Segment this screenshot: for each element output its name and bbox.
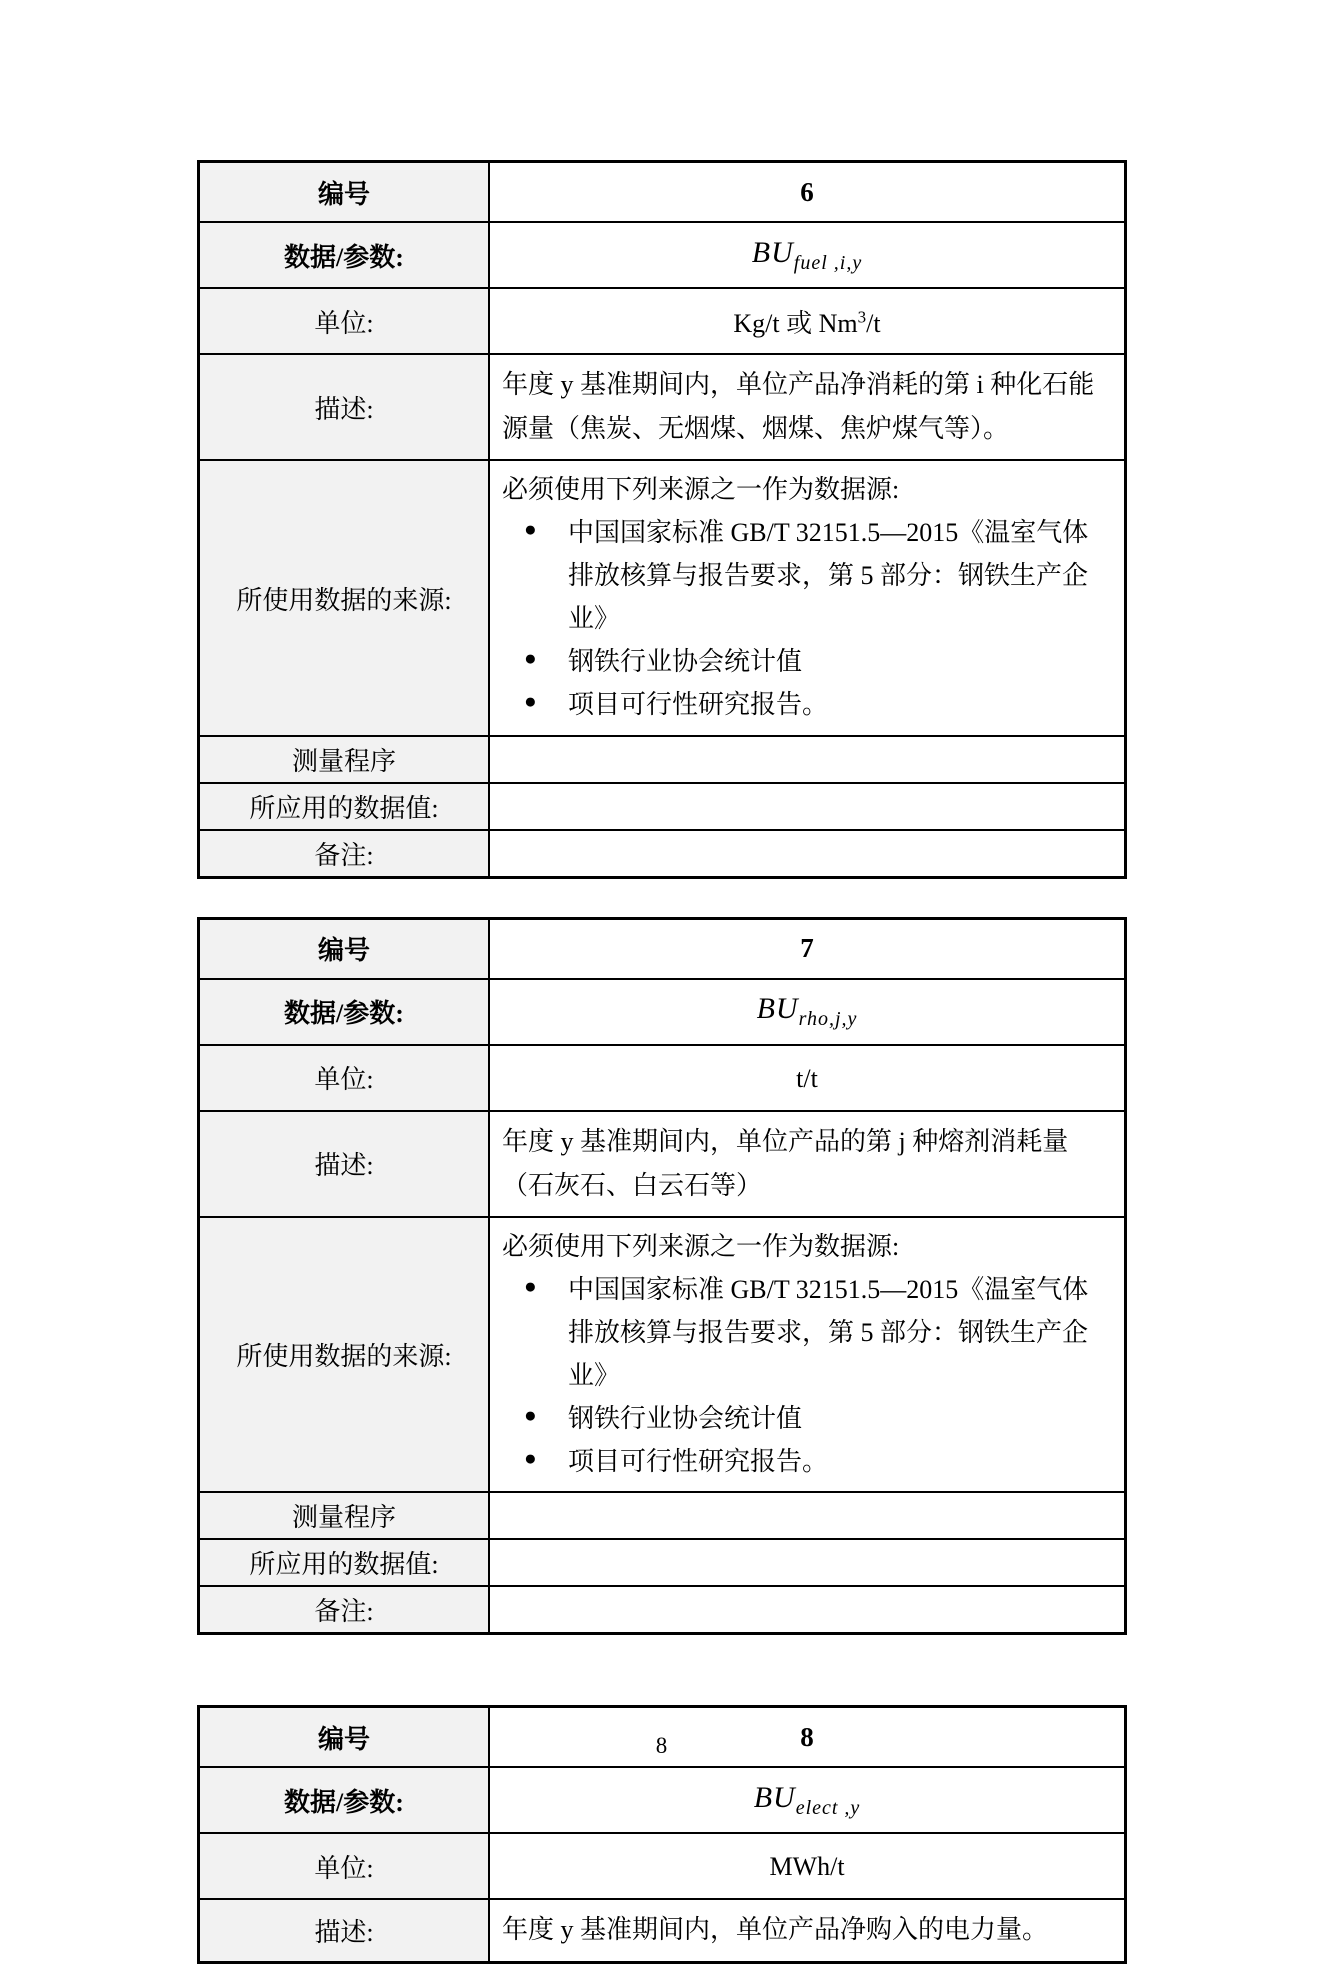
row-value-cell [489, 1045, 1126, 1111]
remark-label: 备注: [314, 840, 374, 870]
row-label-cell [199, 830, 490, 878]
row-label-cell [199, 1899, 490, 1962]
table-row [199, 162, 1126, 223]
table-row [199, 830, 1126, 878]
row-value-cell [489, 1767, 1126, 1833]
source-bullet-item [502, 512, 1112, 641]
applied-data-label: 所应用的数据值: [249, 1550, 439, 1580]
source-label: 所使用数据的来源: [236, 585, 452, 615]
table-row [199, 288, 1126, 354]
row-value-cell [489, 979, 1126, 1045]
table-row [199, 1492, 1126, 1539]
row-label-cell [199, 979, 490, 1045]
param-label: 数据/参数: [284, 242, 404, 272]
id-label: 编号 [317, 1724, 370, 1754]
row-label-cell [199, 1492, 490, 1539]
formula-subscript: elect ,y [795, 1796, 861, 1819]
row-value-cell [489, 222, 1126, 288]
table-gap [0, 879, 1323, 917]
row-label-cell [199, 460, 490, 735]
source-bullet-text: 钢铁行业协会统计值 [568, 1403, 803, 1433]
row-label-cell [199, 1539, 490, 1586]
row-value-cell [489, 918, 1126, 979]
table-row [199, 354, 1126, 460]
id-value: 6 [800, 176, 814, 207]
row-label-cell [199, 918, 490, 979]
row-value-cell [489, 1833, 1126, 1899]
table-row [199, 918, 1126, 979]
source-bullet-item [502, 641, 1112, 684]
parameter-table-7 [197, 917, 1127, 1636]
id-label: 编号 [317, 179, 370, 209]
unit-post: /t [866, 308, 881, 338]
row-label-cell [199, 783, 490, 830]
source-bullet-text: 项目可行性研究报告。 [568, 1446, 829, 1476]
bullet-icon: ● [524, 1402, 537, 1427]
measurement-procedure-label: 测量程序 [291, 746, 396, 776]
table-row [199, 783, 1126, 830]
bullet-icon: ● [524, 1273, 537, 1298]
description-value: 年度 y 基准期间内，单位产品净购入的电力量。 [502, 1915, 1049, 1945]
row-value-cell [489, 162, 1126, 223]
id-value: 8 [800, 1721, 814, 1752]
parameter-formula [753, 1780, 861, 1819]
formula-subscript: rho,j,y [798, 1008, 858, 1031]
table-gap [0, 1635, 1323, 1705]
row-value-cell [489, 288, 1126, 354]
source-content [502, 465, 1112, 730]
row-label-cell [199, 222, 490, 288]
source-content [502, 1222, 1112, 1487]
parameter-formula [751, 235, 863, 274]
table-row [199, 979, 1126, 1045]
parameter-table-6 [197, 160, 1127, 879]
unit-sup: 3 [857, 306, 867, 326]
row-label-cell [199, 1111, 490, 1217]
source-bullet-item [502, 684, 1112, 727]
row-label-cell [199, 162, 490, 223]
source-bullet-item [502, 1269, 1112, 1398]
page-number: 8 [655, 1733, 668, 1758]
source-bullet-item [502, 1398, 1112, 1441]
source-bullet-text: 中国国家标准 GB/T 32151.5—2015《温室气体排放核算与报告要求，第 5 部分：钢铁生产企业》 [568, 1274, 1089, 1390]
table-row [199, 1045, 1126, 1111]
formula-base: BU [753, 1780, 796, 1814]
bullet-icon: ● [524, 517, 537, 542]
unit-label: 单位: [314, 1065, 374, 1095]
param-label: 数据/参数: [284, 999, 404, 1029]
remark-label: 备注: [314, 1597, 374, 1627]
table-row [199, 1899, 1126, 1962]
unit-pre: t/t [796, 1063, 818, 1093]
formula-base: BU [751, 235, 794, 269]
top-margin [0, 0, 1323, 160]
parameter-formula [756, 992, 858, 1031]
row-value-cell [489, 1539, 1126, 1586]
row-label-cell [199, 1833, 490, 1899]
table-row [199, 1217, 1126, 1492]
id-value: 7 [800, 933, 814, 964]
source-bullet-text: 中国国家标准 GB/T 32151.5—2015《温室气体排放核算与报告要求，第 5 部分：钢铁生产企业》 [568, 518, 1089, 634]
param-label: 数据/参数: [284, 1787, 404, 1817]
table-row [199, 1586, 1126, 1634]
table-row [199, 1833, 1126, 1899]
table-row [199, 460, 1126, 735]
row-value-cell [489, 736, 1126, 783]
source-intro: 必须使用下列来源之一作为数据源: [502, 475, 900, 505]
description-label: 描述: [314, 1918, 374, 1948]
source-label: 所使用数据的来源: [236, 1342, 452, 1372]
bullet-icon: ● [524, 688, 537, 713]
source-bullet-text: 钢铁行业协会统计值 [568, 646, 803, 676]
formula-subscript: fuel ,i,y [793, 251, 863, 274]
row-label-cell [199, 1045, 490, 1111]
table-row [199, 222, 1126, 288]
unit-pre: Kg/t 或 Nm [733, 308, 858, 338]
row-value-cell [489, 830, 1126, 878]
row-value-cell [489, 460, 1126, 735]
id-label: 编号 [317, 936, 370, 966]
row-value-cell [489, 1492, 1126, 1539]
description-label: 描述: [314, 1151, 374, 1181]
row-value-cell [489, 354, 1126, 460]
table-row [199, 1539, 1126, 1586]
row-label-cell [199, 354, 490, 460]
description-value: 年度 y 基准期间内，单位产品净消耗的第 i 种化石能源量（焦炭、无烟煤、烟煤、焦炉煤气等）。 [502, 370, 1095, 444]
row-value-cell [489, 783, 1126, 830]
unit-value [733, 306, 881, 338]
bullet-icon: ● [524, 1445, 537, 1470]
table-row [199, 1111, 1126, 1217]
row-label-cell [199, 736, 490, 783]
row-value-cell [489, 1899, 1126, 1962]
description-label: 描述: [314, 394, 374, 424]
row-label-cell [199, 1767, 490, 1833]
applied-data-label: 所应用的数据值: [249, 793, 439, 823]
row-value-cell [489, 1586, 1126, 1634]
description-value: 年度 y 基准期间内，单位产品的第 j 种熔剂消耗量（石灰石、白云石等） [502, 1126, 1069, 1200]
source-bullet-item [502, 1441, 1112, 1484]
bullet-icon: ● [524, 645, 537, 670]
unit-label: 单位: [314, 1853, 374, 1883]
source-intro: 必须使用下列来源之一作为数据源: [502, 1232, 900, 1262]
row-label-cell [199, 1586, 490, 1634]
source-bullet-text: 项目可行性研究报告。 [568, 689, 829, 719]
unit-pre: MWh/t [769, 1852, 845, 1882]
table-row [199, 736, 1126, 783]
unit-value [796, 1064, 818, 1093]
row-label-cell [199, 1217, 490, 1492]
unit-label: 单位: [314, 308, 374, 338]
row-value-cell [489, 1111, 1126, 1217]
table-row [199, 1767, 1126, 1833]
row-value-cell [489, 1217, 1126, 1492]
row-label-cell [199, 288, 490, 354]
unit-value [769, 1852, 844, 1881]
measurement-procedure-label: 测量程序 [291, 1503, 396, 1533]
formula-base: BU [756, 992, 799, 1026]
